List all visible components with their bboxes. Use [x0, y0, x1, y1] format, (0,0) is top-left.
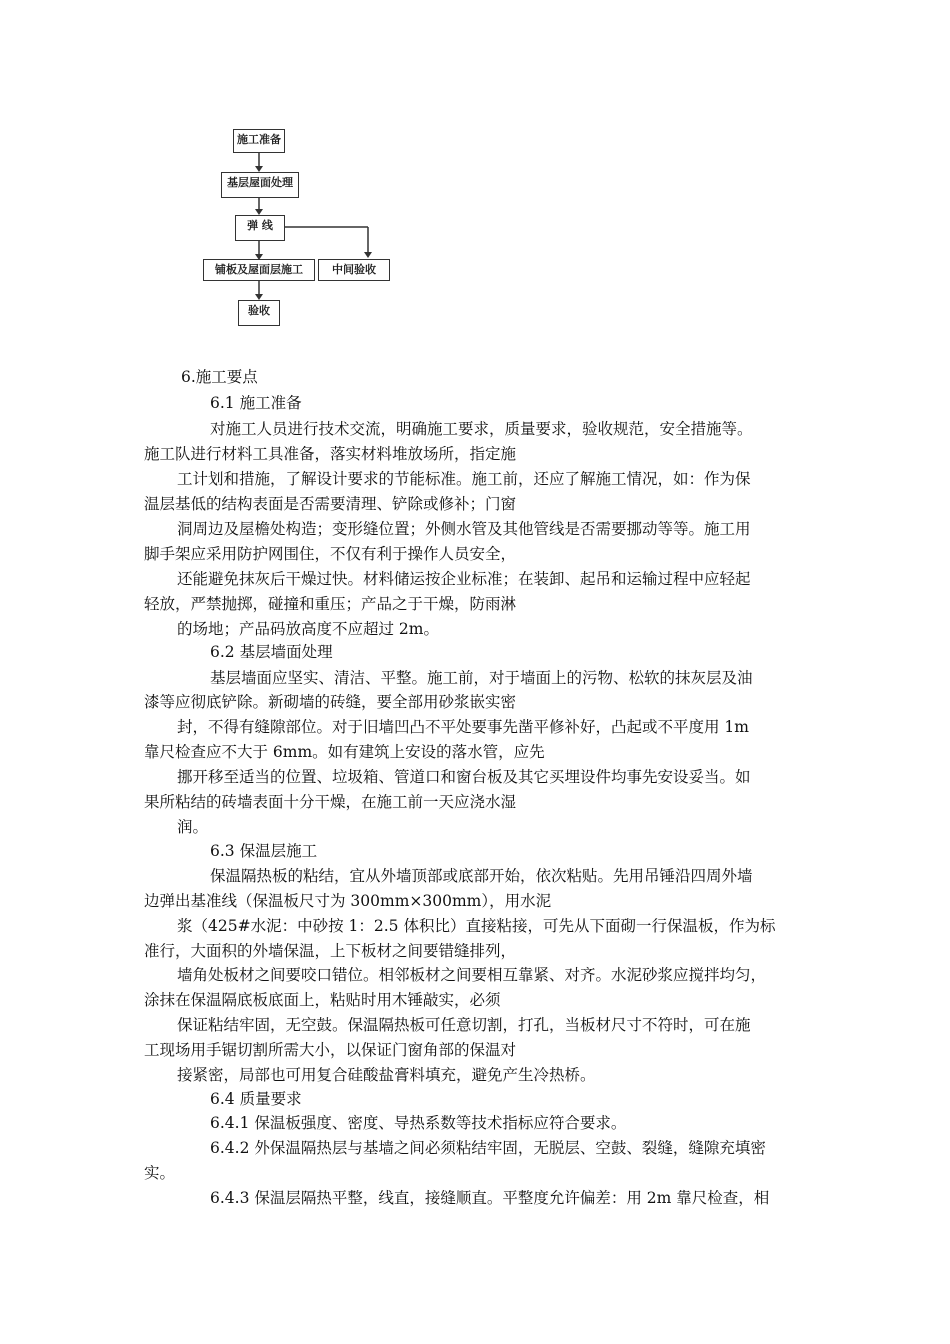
- paragraph-line: 的场地；产品码放高度不应超过 2m。: [177, 620, 439, 638]
- flow-box-board: 铺板及屋面层施工: [203, 259, 315, 281]
- paragraph-line: 6.4.3 保温层隔热平整，线直，接缝顺直。平整度允许偏差：用 2m 靠尺检查，相: [210, 1189, 770, 1207]
- paragraph-line: 脚手架应采用防护网围住，不仅有利于操作人员安全，: [144, 545, 517, 563]
- paragraph-line: 挪开移至适当的位置、垃圾箱、管道口和窗台板及其它买埋设件均事先安设妥当。如: [177, 768, 751, 786]
- flow-box-prep: 施工准备: [233, 129, 285, 153]
- paragraph-line: 洞周边及屋檐处构造；变形缝位置；外侧水管及其他管线是否需要挪动等等。施工用: [177, 520, 751, 538]
- paragraph-line: 靠尺检查应不大于 6mm。如有建筑上安设的落水管，应先: [144, 743, 545, 761]
- paragraph-line: 边弹出基准线（保温板尺寸为 300mm×300mm），用水泥: [144, 892, 552, 910]
- paragraph-line: 温层基低的结构表面是否需要清理、铲除或修补；门窗: [144, 495, 517, 513]
- flow-box-line: 弹 线: [235, 215, 285, 241]
- flow-box-base: 基层屋面处理: [221, 172, 299, 198]
- construction-flowchart: [200, 120, 400, 330]
- paragraph-line: 果所粘结的砖墙表面十分干燥，在施工前一天应浇水湿: [144, 793, 517, 811]
- subsection-heading: 6.2 基层墙面处理: [210, 643, 333, 661]
- paragraph-line: 实。: [144, 1164, 176, 1182]
- paragraph-line: 还能避免抹灰后干燥过快。材料储运按企业标准；在装卸、起吊和运输过程中应轻起: [177, 570, 751, 588]
- paragraph-line: 工计划和措施，了解设计要求的节能标准。施工前，还应了解施工情况，如：作为保: [177, 470, 751, 488]
- paragraph-line: 保证粘结牢固，无空鼓。保温隔热板可任意切割，打孔，当板材尺寸不符时，可在施: [177, 1016, 751, 1034]
- paragraph-line: 浆（425#水泥：中砂按 1：2.5 体积比）直接粘接，可先从下面砌一行保温板，作为标: [177, 917, 776, 935]
- paragraph-line: 接紧密，局部也可用复合硅酸盐膏料填充，避免产生冷热桥。: [177, 1066, 596, 1084]
- flow-box-mid-acceptance: 中间验收: [318, 259, 390, 281]
- subsection-heading: 6.3 保温层施工: [210, 842, 318, 860]
- section-heading: 6.施工要点: [181, 368, 258, 386]
- paragraph-line: 准行，大面积的外墙保温，上下板材之间要错缝排列，: [144, 942, 517, 960]
- flowchart-connectors: [200, 120, 400, 330]
- paragraph-line: 涂抹在保温隔底板底面上，粘贴时用木锤敲实，必须: [144, 991, 501, 1009]
- paragraph-line: 工现场用手锯切割所需大小，以保证门窗角部的保温对: [144, 1041, 517, 1059]
- paragraph-line: 漆等应彻底铲除。新砌墙的砖缝，要全部用砂浆嵌实密: [144, 693, 517, 711]
- paragraph-line: 润。: [177, 818, 209, 836]
- subsection-heading: 6.4 质量要求: [210, 1090, 302, 1108]
- paragraph-line: 施工队进行材料工具准备，落实材料堆放场所，指定施: [144, 445, 517, 463]
- paragraph-line: 基层墙面应坚实、清洁、平整。施工前，对于墙面上的污物、松软的抹灰层及油: [210, 669, 753, 687]
- paragraph-line: 对施工人员进行技术交流，明确施工要求，质量要求，验收规范，安全措施等。: [210, 420, 753, 438]
- paragraph-line: 6.4.1 保温板强度、密度、导热系数等技术指标应符合要求。: [210, 1114, 627, 1132]
- paragraph-line: 6.4.2 外保温隔热层与基墙之间必须粘结牢固，无脱层、空鼓、裂缝，缝隙充填密: [210, 1139, 766, 1157]
- paragraph-line: 封，不得有缝隙部位。对于旧墙凹凸不平处要事先凿平修补好，凸起或不平度用 1m: [177, 718, 749, 736]
- subsection-heading: 6.1 施工准备: [210, 394, 302, 412]
- paragraph-line: 轻放，严禁抛掷，碰撞和重压；产品之于干燥，防雨淋: [144, 595, 517, 613]
- paragraph-line: 墙角处板材之间要咬口错位。相邻板材之间要相互靠紧、对齐。水泥砂浆应搅拌均匀，: [177, 966, 767, 984]
- flow-box-acceptance: 验收: [238, 300, 280, 326]
- paragraph-line: 保温隔热板的粘结，宜从外墙顶部或底部开始，依次粘贴。先用吊锤沿四周外墙: [210, 867, 753, 885]
